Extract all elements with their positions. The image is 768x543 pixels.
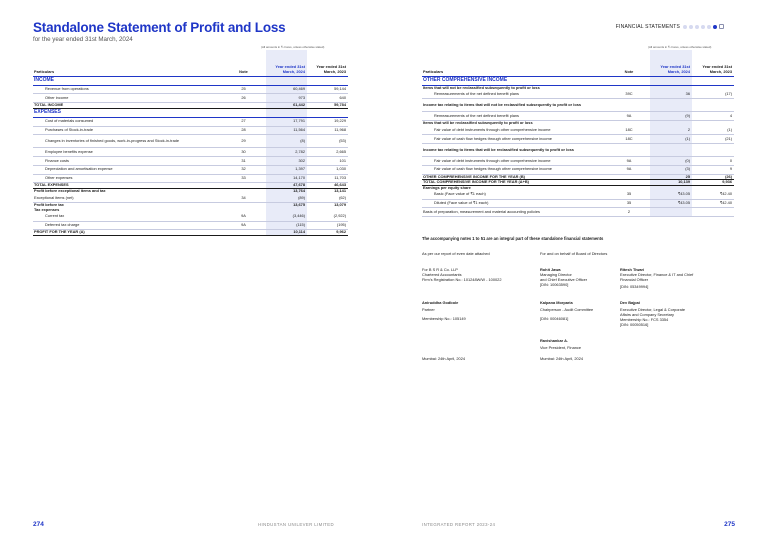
director-block bbox=[540, 267, 587, 287]
auditor-line: Chartered Accountants bbox=[422, 272, 462, 278]
director-name: Dev Bajpai bbox=[620, 300, 640, 305]
row-label: Basic (Face value of ₹1 each) bbox=[422, 190, 608, 199]
table-header bbox=[33, 50, 348, 76]
row-current-value: 973 bbox=[266, 94, 307, 103]
auditor-firm-block bbox=[422, 267, 502, 282]
home-icon bbox=[719, 24, 724, 29]
row-note: 30 bbox=[221, 148, 266, 157]
director-line: Chairperson - Audit Committee bbox=[540, 307, 594, 313]
row-current-value: 1,397 bbox=[266, 165, 307, 174]
row-label: Remeasurements of the net defined benefit plans bbox=[422, 112, 608, 121]
director-line: Executive Director, Finance & IT and Chief bbox=[620, 272, 694, 278]
director-name: Kalpana Morparia bbox=[540, 300, 573, 305]
director-line: [DIN: 10063590] bbox=[540, 282, 569, 288]
row-previous-value: 13,141 bbox=[334, 188, 346, 194]
row-label: Other expenses bbox=[33, 174, 221, 183]
row-current-value: (0) bbox=[650, 156, 692, 165]
table-row bbox=[422, 112, 734, 121]
row-label: Employee benefits expense bbox=[33, 148, 221, 157]
footer-report: INTEGRATED REPORT 2023-24 bbox=[422, 522, 496, 527]
row-label: TOTAL COMPREHENSIVE INCOME FOR THE YEAR (A+B) bbox=[422, 180, 608, 186]
nav-dot bbox=[695, 25, 699, 29]
auditor-partner-block bbox=[422, 300, 466, 321]
report-line: As per our report of even date attached bbox=[422, 251, 490, 256]
row-previous-value: (21) bbox=[692, 135, 734, 144]
page-title: Standalone Statement of Profit and Loss bbox=[33, 20, 286, 35]
row-current-value: (3,446) bbox=[266, 212, 307, 221]
row-note bbox=[608, 143, 650, 156]
director-line: Executive Director, Legal & Corporate bbox=[620, 307, 686, 313]
row-previous-value bbox=[692, 208, 734, 217]
row-note: 9A bbox=[221, 221, 266, 230]
row-label: Other income bbox=[33, 94, 221, 103]
auditor-role: Partner bbox=[422, 307, 435, 313]
nav-dot bbox=[701, 25, 705, 29]
row-label: Depreciation and amortisation expense bbox=[33, 165, 221, 174]
footer-company: HINDUSTAN UNILEVER LIMITED bbox=[258, 522, 334, 527]
director-line: and Chief Executive Officer bbox=[540, 277, 588, 283]
row-previous-value: (17) bbox=[692, 90, 734, 99]
row-previous-value: (195) bbox=[307, 221, 348, 230]
row-label: Purchases of Stock-in-trade bbox=[33, 126, 221, 135]
header-particulars: Particulars bbox=[33, 50, 221, 76]
row-current-value: (1) bbox=[650, 135, 692, 144]
director-line: [DIN: 00050516] bbox=[620, 322, 649, 328]
row-previous-value: 11,968 bbox=[307, 126, 348, 135]
table-row bbox=[33, 126, 348, 135]
row-note bbox=[608, 99, 650, 112]
table-row bbox=[33, 85, 348, 94]
row-note: 39C bbox=[608, 90, 650, 99]
row-previous-value: 640 bbox=[307, 94, 348, 103]
accompanying-notes: The accompanying notes 1 to 51 are an integral part of these standalone financial statements bbox=[422, 236, 604, 241]
row-label: TOTAL INCOME bbox=[33, 103, 221, 109]
row-label: Tax expenses bbox=[34, 207, 60, 212]
row-previous-value: (26) bbox=[692, 174, 734, 180]
section-navigation bbox=[683, 24, 724, 29]
row-previous-value bbox=[692, 99, 734, 112]
header-previous-year: Year ended 31st March, 2023 bbox=[692, 50, 734, 76]
row-current-value: ₹43.05 bbox=[650, 190, 692, 199]
row-previous-value: 19,229 bbox=[307, 117, 348, 126]
row-note: 33 bbox=[221, 174, 266, 183]
table-row bbox=[422, 90, 734, 99]
row-label: Items that will be reclassified subsequently to profit or loss bbox=[423, 120, 533, 126]
row-current-value: (3) bbox=[650, 165, 692, 174]
row-label: Finance costs bbox=[33, 157, 221, 166]
row-current-value: 17,791 bbox=[266, 117, 307, 126]
row-current-value: 36 bbox=[650, 90, 692, 99]
table-row bbox=[422, 165, 734, 174]
row-previous-value: 101 bbox=[307, 157, 348, 166]
row-label: Fair value of cash flow hedges through other comprehensive income bbox=[422, 165, 608, 174]
row-note: 9A bbox=[608, 156, 650, 165]
header-previous-year: Year ended 31st March, 2023 bbox=[307, 50, 348, 76]
table-row bbox=[422, 156, 734, 165]
row-label: Fair value of debt instruments through other comprehensive income bbox=[422, 156, 608, 165]
table-row bbox=[33, 212, 348, 221]
row-label: Income tax relating to items that will be reclassified subsequently to profit or loss bbox=[422, 143, 608, 156]
header-note: Note bbox=[221, 50, 266, 76]
row-label: Profit before exceptional items and tax bbox=[34, 188, 106, 194]
row-previous-value: 1,030 bbox=[307, 165, 348, 174]
section-heading-row bbox=[33, 108, 348, 117]
row-current-value: 60,469 bbox=[266, 85, 307, 94]
director-line: Managing Director bbox=[540, 272, 572, 278]
row-current-value: 10,139 bbox=[650, 180, 692, 186]
table-row bbox=[422, 208, 734, 217]
row-label: Fair value of cash flow hedges through other comprehensive income bbox=[422, 135, 608, 144]
row-label: OTHER COMPREHENSIVE INCOME FOR THE YEAR (B) bbox=[422, 174, 608, 180]
table-row bbox=[422, 143, 734, 156]
row-label: Basis of preparation, measurement and material accounting policies bbox=[422, 208, 608, 217]
table-row bbox=[422, 99, 734, 112]
page-number: 275 bbox=[724, 521, 735, 528]
right-page bbox=[384, 0, 768, 543]
table-row bbox=[422, 126, 734, 135]
row-previous-value bbox=[307, 76, 348, 85]
row-previous-value: 9,936 bbox=[692, 180, 734, 186]
row-current-value: (115) bbox=[266, 221, 307, 230]
director-line: Membership No.: FCS 3354 bbox=[620, 317, 669, 323]
row-current-value: 10,114 bbox=[266, 230, 307, 236]
row-note: 35 bbox=[608, 190, 650, 199]
row-label: Earnings per equity share bbox=[423, 185, 471, 190]
row-previous-value: (53) bbox=[307, 135, 348, 148]
director-block bbox=[540, 338, 581, 350]
director-line: [DIN: 05349994] bbox=[620, 284, 649, 290]
table-row bbox=[33, 148, 348, 157]
page-subtitle: for the year ended 31st March, 2024 bbox=[33, 36, 133, 43]
row-current-value: 47,678 bbox=[266, 183, 307, 189]
row-previous-value: 59,144 bbox=[307, 85, 348, 94]
amounts-note: (All amounts in ₹ crores, unless otherwise stated) bbox=[261, 45, 325, 49]
nav-dot bbox=[689, 25, 693, 29]
row-label: Income tax relating to items that will not be reclassified subsequently to profit or loss bbox=[422, 99, 608, 112]
other-comprehensive-income-table bbox=[422, 50, 734, 217]
row-label: INCOME bbox=[33, 76, 221, 85]
row-current-value bbox=[650, 143, 692, 156]
row-current-value bbox=[650, 76, 692, 85]
row-current-value: 14,170 bbox=[266, 174, 307, 183]
row-previous-value: 59,784 bbox=[307, 103, 348, 109]
total-row bbox=[33, 230, 348, 236]
row-note: 34 bbox=[221, 194, 266, 203]
table-header bbox=[422, 50, 734, 76]
row-previous-value bbox=[307, 108, 348, 117]
row-note bbox=[221, 108, 266, 117]
row-previous-value: 11,703 bbox=[307, 174, 348, 183]
row-previous-value: 4 bbox=[692, 112, 734, 121]
director-name: Rohit Jawa bbox=[540, 267, 561, 272]
header-note: Note bbox=[608, 50, 650, 76]
row-current-value: 13,675 bbox=[266, 203, 307, 208]
row-note bbox=[221, 230, 266, 236]
header-current-year: Year ended 31st March, 2024 bbox=[266, 50, 307, 76]
table-row bbox=[33, 221, 348, 230]
table-row bbox=[33, 135, 348, 148]
header-current-year: Year ended 31st March, 2024 bbox=[650, 50, 692, 76]
director-line: [DIN: 00046081] bbox=[540, 316, 569, 322]
table-row bbox=[33, 157, 348, 166]
auditor-membership: Membership No.: 105149 bbox=[422, 316, 466, 322]
director-block bbox=[620, 267, 744, 289]
table-row bbox=[33, 194, 348, 203]
row-previous-value: 2,665 bbox=[307, 148, 348, 157]
row-label: PROFIT FOR THE YEAR (A) bbox=[33, 230, 221, 236]
row-label: EXPENSES bbox=[33, 108, 221, 117]
row-label: Revenue from operations bbox=[33, 85, 221, 94]
row-label: Current tax bbox=[33, 212, 221, 221]
row-label: TOTAL EXPENSES bbox=[33, 183, 221, 189]
row-current-value: 2,782 bbox=[266, 148, 307, 157]
place-date: Mumbai: 24th April, 2024 bbox=[540, 356, 584, 361]
row-current-value bbox=[266, 76, 307, 85]
row-previous-value: ₹42.40 bbox=[692, 199, 734, 208]
row-previous-value: (1) bbox=[692, 126, 734, 135]
row-label: Cost of materials consumed bbox=[33, 117, 221, 126]
director-line: Affairs and Company Secretary bbox=[620, 312, 674, 318]
row-current-value: 11,564 bbox=[266, 126, 307, 135]
row-current-value: (89) bbox=[266, 194, 307, 203]
row-label: Changes in inventories of finished goods, work-in-progress and Stock-in-trade bbox=[33, 135, 221, 148]
row-current-value: 2 bbox=[650, 126, 692, 135]
row-note bbox=[221, 76, 266, 85]
row-previous-value: 46,643 bbox=[307, 183, 348, 189]
profit-loss-table bbox=[33, 50, 348, 236]
row-previous-value: ₹42.40 bbox=[692, 190, 734, 199]
row-note: 31 bbox=[221, 157, 266, 166]
row-label: Profit before tax bbox=[34, 202, 64, 207]
header-particulars: Particulars bbox=[422, 50, 608, 76]
row-note: 9A bbox=[608, 165, 650, 174]
row-label: OTHER COMPREHENSIVE INCOME bbox=[422, 76, 608, 85]
row-previous-value bbox=[692, 143, 734, 156]
table-row bbox=[422, 190, 734, 199]
page-number: 274 bbox=[33, 521, 44, 528]
director-block bbox=[540, 300, 593, 321]
row-label: Deferred tax charge bbox=[33, 221, 221, 230]
row-note: 27 bbox=[221, 117, 266, 126]
auditor-name: Aniruddha Godbole bbox=[422, 300, 459, 305]
row-current-value bbox=[650, 99, 692, 112]
row-previous-value: 0 bbox=[692, 156, 734, 165]
row-previous-value: (2,922) bbox=[307, 212, 348, 221]
nav-dot bbox=[683, 25, 687, 29]
table-row bbox=[33, 94, 348, 103]
table-row bbox=[422, 135, 734, 144]
row-current-value: (9) bbox=[650, 112, 692, 121]
section-heading-row bbox=[33, 76, 348, 85]
director-block bbox=[620, 300, 744, 327]
row-previous-value: 9,962 bbox=[307, 230, 348, 236]
row-note: 18C bbox=[608, 126, 650, 135]
row-note bbox=[608, 76, 650, 85]
row-note: 26 bbox=[221, 94, 266, 103]
row-previous-value: (62) bbox=[307, 194, 348, 203]
row-current-value: 25 bbox=[650, 174, 692, 180]
row-label: Diluted (Face value of ₹1 each) bbox=[422, 199, 608, 208]
table-row bbox=[33, 117, 348, 126]
table-row bbox=[422, 199, 734, 208]
table-row bbox=[33, 165, 348, 174]
director-line: Vice President, Finance bbox=[540, 345, 582, 351]
row-previous-value: 13,079 bbox=[334, 202, 346, 207]
board-line: For and on behalf of Board of Directors bbox=[540, 251, 608, 256]
row-current-value: 61,442 bbox=[266, 103, 307, 109]
auditor-line: Firm’s Registration No.: 101248W/W - 100022 bbox=[422, 277, 502, 283]
row-current-value bbox=[650, 208, 692, 217]
section-heading-row bbox=[422, 76, 734, 85]
table-row bbox=[33, 174, 348, 183]
row-current-value: 302 bbox=[266, 157, 307, 166]
row-label: Fair value of debt instruments through other comprehensive income bbox=[422, 126, 608, 135]
director-name: Ritesh Tiwari bbox=[620, 267, 645, 272]
row-previous-value: 9 bbox=[692, 165, 734, 174]
row-current-value: ₹43.05 bbox=[650, 199, 692, 208]
row-previous-value bbox=[692, 76, 734, 85]
row-current-value bbox=[266, 108, 307, 117]
nav-dot bbox=[707, 25, 711, 29]
row-current-value: (8) bbox=[266, 135, 307, 148]
row-label: Exceptional items (net) bbox=[33, 194, 221, 203]
section-tag: FINANCIAL STATEMENTS bbox=[615, 24, 680, 30]
row-label: Items that will not be reclassified subsequently to profit or loss bbox=[423, 85, 540, 90]
row-current-value: 13,764 bbox=[266, 189, 307, 194]
row-note: 35 bbox=[608, 199, 650, 208]
director-line: Financial Officer bbox=[620, 277, 649, 283]
row-note: 2 bbox=[608, 208, 650, 217]
row-note: 9A bbox=[221, 212, 266, 221]
row-note: 29 bbox=[221, 135, 266, 148]
row-note: 9A bbox=[608, 112, 650, 121]
nav-dot-active bbox=[713, 25, 717, 29]
row-label: Remeasurements of the net defined benefit plans bbox=[422, 90, 608, 99]
director-name: Ravishankar A. bbox=[540, 338, 568, 343]
row-note: 28 bbox=[221, 126, 266, 135]
place-date: Mumbai: 24th April, 2024 bbox=[422, 356, 466, 361]
auditor-firm: For B S R & Co. LLP bbox=[422, 267, 458, 272]
row-note: 32 bbox=[221, 165, 266, 174]
row-note: 18C bbox=[608, 135, 650, 144]
amounts-note: (All amounts in ₹ crores, unless otherwise stated) bbox=[648, 45, 712, 49]
row-note: 25 bbox=[221, 85, 266, 94]
